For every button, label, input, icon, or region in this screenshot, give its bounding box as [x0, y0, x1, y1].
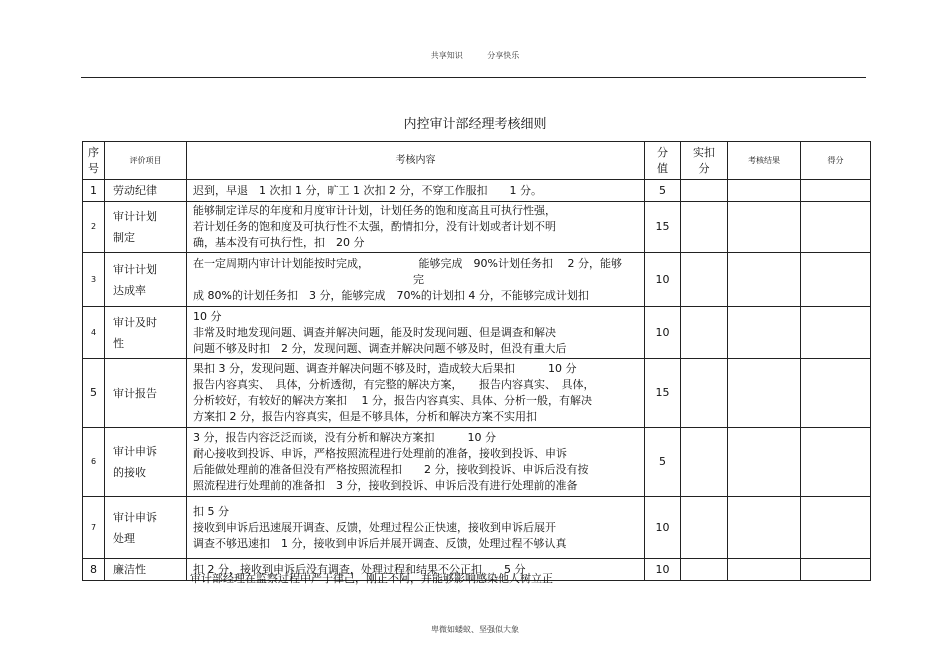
row-content-line: 在一定周期内审计计划能按时完成， 能够完成 90%计划任务扣 2 分，能够 [193, 256, 622, 270]
row-content-line: 若计划任务的饱和度及可执行性不太强，酌情扣分，没有计划或者计划不明 [193, 220, 556, 233]
table-row [83, 307, 871, 359]
header-score [645, 142, 681, 180]
row-content [187, 428, 645, 497]
table-row [83, 253, 871, 307]
table-row [83, 497, 871, 559]
row-content-line: 确，基本没有可执行性，扣 20 分 [193, 236, 365, 249]
row-content-line: 后能做处理前的准备但没有严格按照流程扣 2 分，接收到投诉、申诉后没有按 [193, 463, 589, 476]
header-seq-line: 号 [88, 161, 99, 175]
row-score: 10 [645, 497, 681, 559]
row-content-line: 分析较好，有较好的解决方案扣 1 分，报告内容真实、具体、分析一般，有解决 [193, 394, 592, 407]
row-content-line: 方案扣 2 分，报告内容真实，但是不够具体，分析和解决方案不实用扣 [193, 410, 537, 423]
row-content-line: 照流程进行处理前的准备扣 3 分，接收到投诉、申诉后没有进行处理前的准备 [193, 479, 578, 492]
row-item-line: 劳动纪律 [113, 184, 157, 197]
row-item-line: 廉洁性 [113, 563, 146, 576]
page-header [0, 50, 950, 61]
document-title: 内控审计部经理考核细则 [403, 117, 547, 132]
header-deduct [681, 142, 728, 180]
row-seq: 3 [83, 253, 105, 307]
row-result [728, 180, 801, 202]
row-score: 15 [645, 202, 681, 253]
row-content-line: 扣 5 分 [193, 504, 229, 518]
row-content-line: 接收到申诉后迅速展开调查、反馈，处理过程公正快速，接收到申诉后展开 [193, 520, 556, 534]
header-deduct-line: 分 [698, 161, 710, 175]
row-points [801, 307, 871, 359]
row-points [801, 202, 871, 253]
row-deduct [681, 307, 728, 359]
header-seq-line: 序 [88, 145, 99, 159]
row-item-line: 处理 [113, 531, 135, 545]
row-item-line: 审计报告 [113, 386, 157, 400]
header-item: 评价项目 [105, 142, 187, 180]
row-content-line: 3 分，报告内容泛泛而谈，没有分析和解决方案扣 10 分 [193, 431, 496, 444]
row-result [728, 559, 801, 581]
header-score-line: 值 [657, 161, 668, 175]
row-item [105, 497, 187, 559]
row-item-line: 审计计划 [113, 262, 157, 276]
row-deduct [681, 180, 728, 202]
row-content-line: 扣 2 分，接收到申诉后没有调查，处理过程和结果不公正扣 5 分 [193, 562, 526, 576]
header-content: 考核内容 [187, 142, 645, 180]
row-content-line: 能够制定详尽的年度和月度审计计划，计划任务的饱和度高且可执行性强， [193, 204, 556, 217]
row-seq: 4 [83, 307, 105, 359]
row-content [187, 497, 645, 559]
row-seq: 2 [83, 202, 105, 253]
row-content-line: 报告内容真实、 具体，分析透彻，有完整的解决方案， 报告内容真实、 具体， [193, 378, 595, 391]
header-seq [83, 142, 105, 180]
row-deduct [681, 253, 728, 307]
row-seq: 6 [83, 428, 105, 497]
row-content-line: 果扣 3 分，发现问题、调查并解决问题不够及时，造成较大后果扣 10 分 [193, 362, 577, 375]
row-points [801, 497, 871, 559]
row-seq: 1 [83, 180, 105, 202]
row-deduct [681, 428, 728, 497]
row-item-line: 审计申诉 [113, 510, 157, 524]
row-item [105, 307, 187, 359]
row-score: 10 [645, 307, 681, 359]
row-item [105, 559, 187, 581]
row-item [105, 202, 187, 253]
header-score-line: 分 [657, 145, 668, 159]
row-deduct [681, 359, 728, 428]
table-header-row [83, 142, 871, 180]
header-rule [81, 77, 866, 78]
row-content-line: 成 80%的计划任务扣 3 分，能够完成 70%的计划扣 4 分，不能够完成计划扣 [193, 288, 589, 302]
row-content [187, 307, 645, 359]
row-content-line: 迟到，早退 1 次扣 1 分，旷工 1 次扣 2 分，不穿工作服扣 1 分。 [193, 183, 542, 197]
row-content-line: 非常及时地发现问题、调查并解决问题，能及时发现问题、但是调查和解决 [193, 325, 556, 339]
table-row [83, 359, 871, 428]
row-points [801, 559, 871, 581]
row-result [728, 497, 801, 559]
row-content [187, 359, 645, 428]
row-deduct [681, 559, 728, 581]
row-content [187, 202, 645, 253]
row-seq: 7 [83, 497, 105, 559]
row-points [801, 253, 871, 307]
row-item-line: 制定 [113, 231, 135, 244]
row-score: 10 [645, 559, 681, 581]
row-result [728, 253, 801, 307]
row-seq: 5 [83, 359, 105, 428]
row-points [801, 180, 871, 202]
header-left: 共享知识 [430, 51, 463, 60]
assessment-table [82, 141, 871, 581]
row-points [801, 428, 871, 497]
row-score: 15 [645, 359, 681, 428]
row-item-line: 性 [113, 336, 124, 350]
row-item-line: 的接收 [113, 466, 146, 479]
row-seq: 8 [83, 559, 105, 581]
row-score: 5 [645, 428, 681, 497]
row-item-line: 审计及时 [113, 315, 157, 329]
table-row [83, 202, 871, 253]
table-row [83, 428, 871, 497]
row-content-line: 10 分 [193, 309, 222, 323]
row-deduct [681, 202, 728, 253]
overflow-text: 审计部经理在监察过程中严于律己，刚正不阿，并能够影响感染他人树立正 [190, 572, 553, 585]
header-points: 得分 [801, 142, 871, 180]
row-item-line: 审计计划 [113, 210, 157, 223]
row-content-line: 耐心接收到投诉、申诉，严格按照流程进行处理前的准备，接收到投诉、申诉 [193, 447, 567, 460]
row-result [728, 428, 801, 497]
row-score: 10 [645, 253, 681, 307]
row-points [801, 359, 871, 428]
header-right: 分享快乐 [487, 51, 520, 60]
row-result [728, 307, 801, 359]
row-deduct [681, 497, 728, 559]
header-result: 考核结果 [728, 142, 801, 180]
table-row [83, 180, 871, 202]
row-item [105, 180, 187, 202]
row-item [105, 428, 187, 497]
row-item [105, 253, 187, 307]
row-content [187, 180, 645, 202]
row-content [187, 253, 645, 307]
page-footer: 卑微如蝼蚁、坚强似大象 [431, 625, 519, 634]
row-result [728, 359, 801, 428]
row-content-line: 完 [193, 272, 424, 286]
row-item-line: 审计申诉 [113, 445, 157, 458]
row-result [728, 202, 801, 253]
row-item-line: 达成率 [113, 283, 146, 297]
row-content-line: 调查不够迅速扣 1 分，接收到申诉后并展开调查、反馈，处理过程不够认真 [193, 536, 567, 550]
row-item [105, 359, 187, 428]
header-deduct-line: 实扣 [693, 145, 715, 159]
row-score: 5 [645, 180, 681, 202]
row-content-line: 问题不够及时扣 2 分，发现问题、调查并解决问题不够及时，但没有重大后 [193, 341, 567, 355]
